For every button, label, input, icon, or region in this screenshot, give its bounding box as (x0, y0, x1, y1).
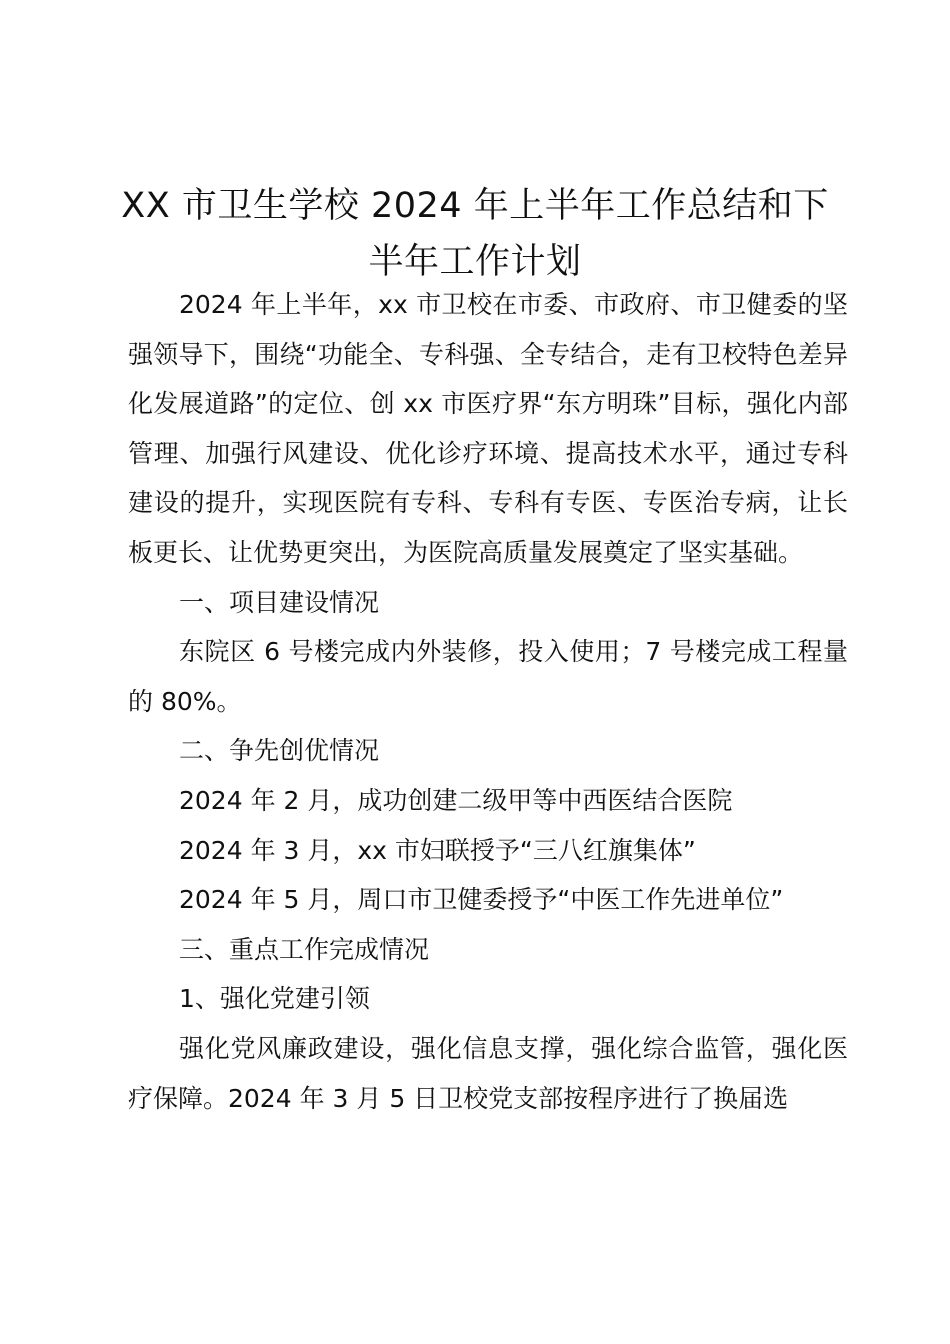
section-heading-key-work: 三、重点工作完成情况 (179, 934, 430, 964)
paragraph-projects: 东院区 6 号楼完成内外装修，投入使用；7 号楼完成工程量的 80%。 (128, 637, 848, 716)
title-line-2: 半年工作计划 (368, 242, 582, 282)
award-item: 2024 年 2 月，成功创建二级甲等中西医结合医院 (179, 785, 733, 815)
paragraph-party-building: 强化党风廉政建设，强化信息支撑，强化综合监管，强化医疗保障。2024 年 3 月 5 日卫校党支部按程序进行了换届选 (128, 1033, 848, 1113)
award-item: 2024 年 3 月，xx 市妇联授予“三八红旗集体” (179, 835, 696, 865)
section-heading-awards: 二、争先创优情况 (179, 736, 380, 766)
section-heading-projects: 一、项目建设情况 (179, 587, 380, 617)
intro-paragraph: 2024 年上半年，xx 市卫校在市委、市政府、市卫健委的坚强领导下，围绕“功能全、专科强、全专结合，走有卫校特色差异化发展道路”的定位、创 xx 市医疗界“东方明珠”目标，强化内部管理、加强行风建设、优化诊疗环境、提高技术水平，通过专科建设的提升，实现医院有专科、专科有专医、专医治专病，让长板更长、让优势更突出，为医院高质量发展奠定了坚实基础。 (128, 290, 848, 567)
subheading-party-building: 1、强化党建引领 (179, 984, 370, 1014)
document-body (128, 280, 848, 1123)
title-line-1: XX 市卫生学校 2024 年上半年工作总结和下 (121, 186, 829, 226)
document-title (0, 178, 950, 290)
award-item: 2024 年 5 月，周口市卫健委授予“中医工作先进单位” (179, 885, 784, 915)
